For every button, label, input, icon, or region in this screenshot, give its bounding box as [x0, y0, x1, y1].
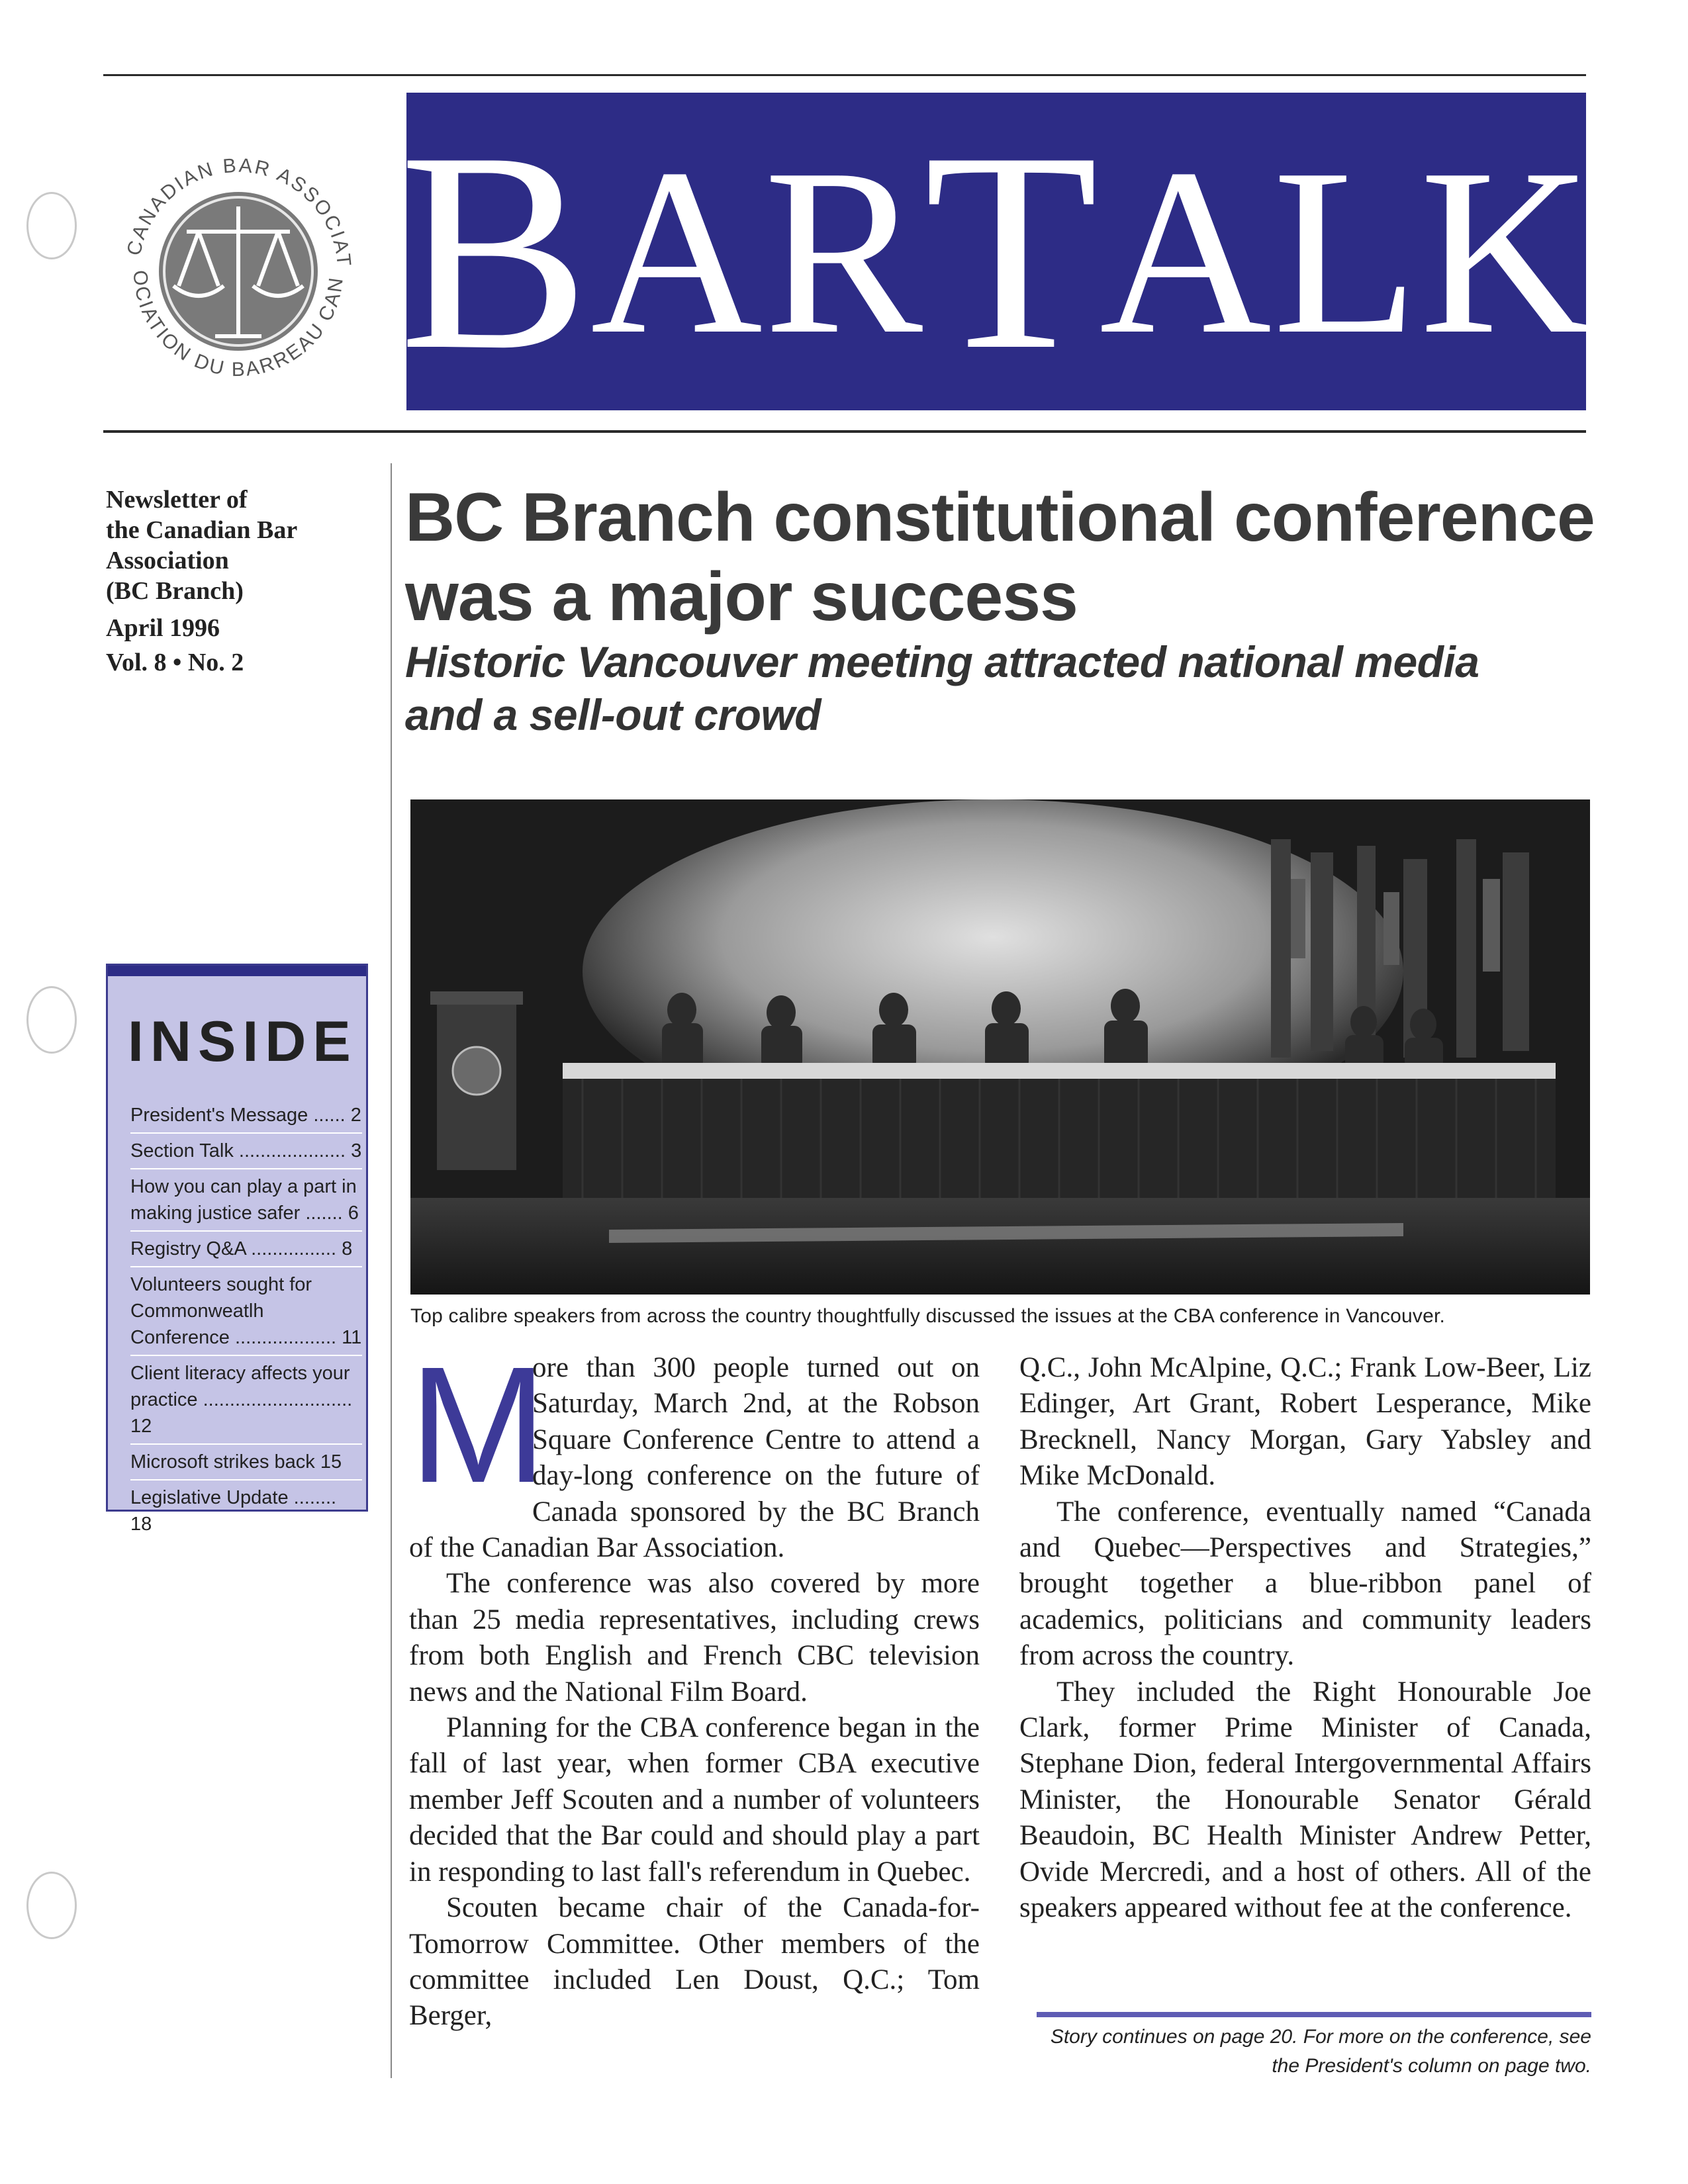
subheadline-line1: Historic Vancouver meeting attracted national media — [405, 637, 1479, 686]
headline — [405, 478, 1597, 637]
title-letters-ar: AR — [590, 119, 925, 383]
article-paragraph: Q.C., John McAlpine, Q.C.; Frank Low-Beer, Liz Edinger, Art Grant, Robert Lesperance, Mike Brecknell, Nancy Morgan, Gary Yabsley and Mike McDonald. — [1019, 1352, 1591, 1492]
article-paragraph: Planning for the CBA conference began in the fall of last year, when former CBA executive member Jeff Scouten and a number of volunteers decided that the Bar could and should play a part in responding to last fall's referendum in Quebec. — [409, 1712, 980, 1888]
meta-line: Association — [106, 547, 229, 574]
toc-item-text: Client literacy affects your — [130, 1363, 350, 1384]
dropcap-box — [409, 1332, 547, 1517]
title-letter-b: B — [399, 94, 591, 409]
toc-item[interactable] — [130, 1134, 362, 1169]
meta-line: Newsletter of — [106, 486, 248, 514]
toc-item-text: Registry Q&A ................ 8 — [130, 1238, 353, 1259]
toc-item[interactable] — [130, 1267, 362, 1356]
punch-hole — [26, 192, 77, 259]
toc-item[interactable] — [130, 1232, 362, 1267]
issue-date: April 1996 — [106, 614, 220, 642]
title-letters-alk: ALK — [1099, 119, 1593, 383]
column-divider — [391, 463, 392, 2078]
continuation-line2: the President's column on page two. — [1272, 2055, 1591, 2077]
toc-item[interactable] — [130, 1098, 362, 1134]
masthead-title — [399, 93, 1593, 410]
toc-item-text: making justice safer ....... 6 — [130, 1203, 359, 1224]
punch-hole — [26, 1872, 77, 1939]
subheadline-line2: and a sell-out crowd — [405, 690, 821, 739]
inside-toc-box — [106, 964, 368, 1535]
title-letter-t: T — [924, 94, 1100, 409]
top-rule — [103, 74, 1586, 76]
continuation-line1: Story continues on page 20. For more on the conference, see — [1050, 2026, 1591, 2048]
cba-logo — [99, 132, 377, 410]
conference-photo — [410, 799, 1590, 1295]
toc-item[interactable] — [130, 1356, 362, 1445]
newsletter-info — [106, 484, 357, 678]
toc-item-text: Legislative Update ........ 18 — [130, 1487, 337, 1535]
inside-title: INSIDE — [128, 1010, 357, 1073]
toc-item-text: Section Talk .................... 3 — [130, 1140, 362, 1161]
meta-line: (BC Branch) — [106, 577, 244, 605]
article-paragraph: ore than 300 people turned out on Saturday, March 2nd, at the Robson Square Conference Centre to attend a day-long conference on the future of Canada sponsored by the BC Branch of the Canadian Bar Association. — [409, 1352, 980, 1564]
article-paragraph: The conference, eventually named “Canada and Quebec—Perspectives and Strategies,” brought together a blue-ribbon panel of academics, politicians and community leaders from across the country. — [1019, 1496, 1591, 1672]
table-of-contents — [130, 1098, 362, 1541]
subheadline — [405, 635, 1597, 741]
article-paragraph: They included the Right Honourable Joe Clark, former Prime Minister of Canada, Stephane Dion, federal Intergovernmental Affairs Minister, the Honourable Senator Gérald Beaudoin, BC Health Minister Andrew Petter, Ovide Mercredi, and a host of others. All of the speakers appeared without fee at the conference. — [1019, 1676, 1591, 1924]
toc-item-text: Conference ................... 11 — [130, 1327, 362, 1348]
article-column-2 — [1019, 1350, 1591, 1927]
toc-item-text: How you can play a part in — [130, 1176, 357, 1197]
meta-line: the Canadian Bar — [106, 516, 298, 544]
headline-line1: BC Branch constitutional conference — [405, 479, 1595, 556]
issue-volume: Vol. 8 • No. 2 — [106, 649, 244, 676]
punch-hole — [26, 986, 77, 1054]
article-paragraph: The conference was also covered by more than 25 media representatives, including crews from both English and French CBC television news and the National Film Board. — [409, 1568, 980, 1707]
article-paragraph: Scouten became chair of the Canada-for-Tomorrow Committee. Other members of the committee included Len Doust, Q.C.; Tom Berger, — [409, 1892, 980, 2032]
logo-ring-top-text: CANADIAN BAR ASSOCIAT — [122, 154, 355, 269]
inside-box-top-bar — [108, 966, 366, 976]
toc-item-text: President's Message ...... 2 — [130, 1105, 361, 1126]
continuation-note — [1037, 2023, 1591, 2081]
headline-line2: was a major success — [405, 559, 1078, 635]
toc-item-text: Microsoft strikes back 15 — [130, 1451, 342, 1473]
photo-caption: Top calibre speakers from across the country thoughtfully discussed the issues at the CBA conference in Vancouver. — [410, 1305, 1446, 1327]
toc-item[interactable] — [130, 1445, 362, 1480]
masthead-bottom-rule — [103, 430, 1586, 433]
logo-ring-bottom-text: OCIATION DU BARREAU CAN — [128, 269, 348, 381]
toc-item-text: Volunteers sought for — [130, 1274, 312, 1295]
toc-item-text: Commonweatlh — [130, 1300, 264, 1322]
masthead-banner — [399, 93, 1593, 410]
continuation-rule — [1037, 2012, 1591, 2017]
toc-item[interactable] — [130, 1169, 362, 1232]
toc-item[interactable] — [130, 1480, 362, 1541]
article-column-1 — [409, 1332, 980, 2034]
drop-cap: M — [409, 1332, 547, 1517]
toc-item-text: practice ............................ 12 — [130, 1389, 353, 1437]
